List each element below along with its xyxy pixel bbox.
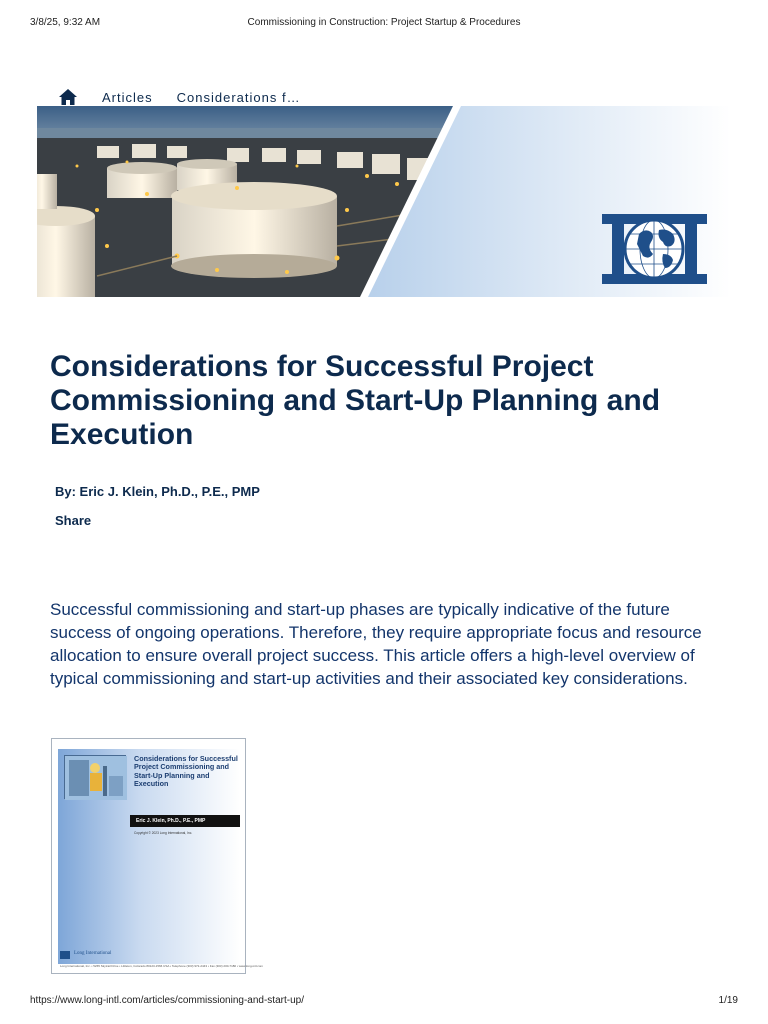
breadcrumb-articles[interactable]: Articles xyxy=(102,89,153,105)
print-page-title: Commissioning in Construction: Project Startup & Procedures xyxy=(247,17,521,28)
globe-pillar-logo xyxy=(602,214,707,284)
author-byline: By: Eric J. Klein, Ph.D., P.E., PMP xyxy=(55,484,260,499)
print-url: https://www.long-intl.com/articles/commissioning-and-start-up/ xyxy=(30,995,304,1006)
worker-photo-icon xyxy=(64,755,126,799)
thumbnail-title: Considerations for Successful Project Commissioning and Start-Up Planning and Execution xyxy=(134,754,238,789)
thumbnail-logo-text: Long International xyxy=(74,951,112,956)
hero-banner xyxy=(37,106,731,297)
breadcrumb-current[interactable]: Considerations f… xyxy=(176,89,301,105)
print-date: 3/8/25, 9:32 AM xyxy=(30,17,101,28)
thumbnail-author-bar: Eric J. Klein, Ph.D., P.E., PMP xyxy=(130,815,240,827)
article-intro: Successful commissioning and start-up phases are typically indicative of the future success of ongoing operations. Therefore, they require appropriate focus and resource allocation to ensure overall project success. This article offers a high-level overview of typical commissioning and start-up activities and their associated key considerations. xyxy=(50,600,702,688)
article-pdf-thumbnail[interactable] xyxy=(51,738,263,974)
thumbnail-logo-icon xyxy=(60,951,70,959)
print-header xyxy=(0,17,768,31)
article-title: Considerations for Successful Project Commissioning and Start-Up Planning and Execution xyxy=(50,350,661,451)
share-button[interactable]: Share xyxy=(55,513,92,528)
thumbnail-footer: Long International, Inc. • 5265 Skytrail Drive • Littleton, Colorado 80123-1566 USA • Telephone (303) 972-2443 • Fax (303) 200-7180 • www.long-intl.com xyxy=(60,964,263,968)
print-page-number: 1/19 xyxy=(718,995,738,1006)
home-icon[interactable] xyxy=(58,88,78,106)
print-footer xyxy=(0,995,768,1009)
breadcrumb xyxy=(58,87,325,107)
thumbnail-copyright: Copyright © 2023 Long International, Inc. xyxy=(134,831,193,835)
